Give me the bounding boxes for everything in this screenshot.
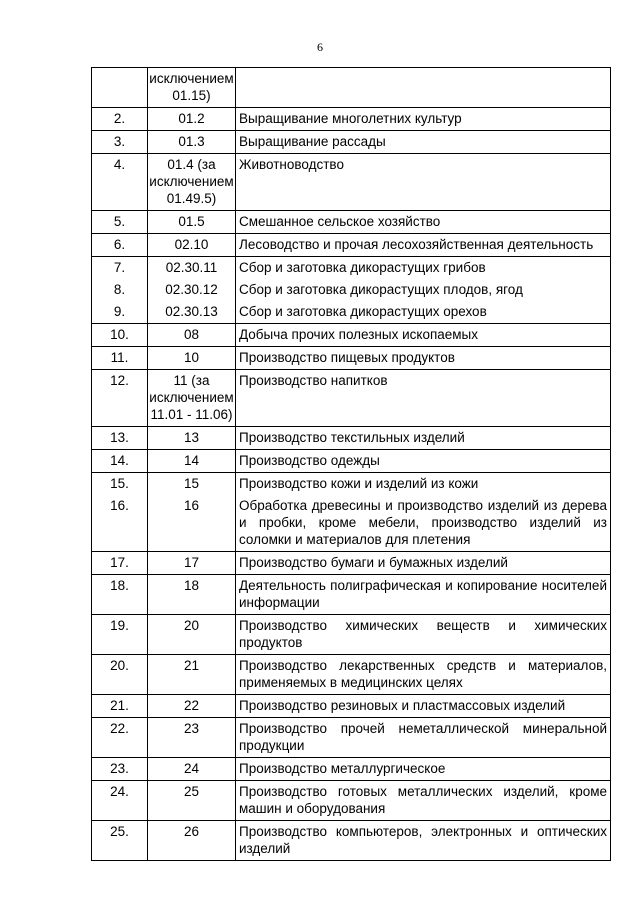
okved-code: 16: [148, 495, 236, 552]
table-row: [92, 347, 611, 370]
row-number: 6.: [92, 234, 148, 257]
activity-name: Производство лекарственных средств и материалов, применяемых в медицинских целях: [236, 655, 611, 695]
okved-code: 02.30.12: [148, 279, 236, 301]
activity-name: Производство пищевых продуктов: [236, 347, 611, 370]
okved-code: 20: [148, 615, 236, 655]
okved-code: исключением 01.15): [148, 68, 236, 108]
okved-code: 25: [148, 781, 236, 821]
table-row: [92, 108, 611, 131]
row-number: 10.: [92, 324, 148, 347]
okved-table-body: [92, 68, 611, 861]
activity-name: Выращивание рассады: [236, 131, 611, 154]
table-row: [92, 450, 611, 473]
okved-code: 01.4 (за исключением 01.49.5): [148, 154, 236, 211]
okved-code: 14: [148, 450, 236, 473]
activity-name: Производство одежды: [236, 450, 611, 473]
activity-name: Производство кожи и изделий из кожи: [236, 473, 611, 496]
table-row: [92, 301, 611, 324]
okved-code: 01.2: [148, 108, 236, 131]
okved-code: 15: [148, 473, 236, 496]
table-row: [92, 495, 611, 552]
okved-code: 08: [148, 324, 236, 347]
activity-name: Обработка древесины и производство изделий из дерева и пробки, кроме мебели, производство изделий из соломки и материалов для плетения: [236, 495, 611, 552]
okved-code: 10: [148, 347, 236, 370]
row-number: [92, 68, 148, 108]
table-row: [92, 257, 611, 280]
okved-code: 21: [148, 655, 236, 695]
activity-name: Производство прочей неметаллической минеральной продукции: [236, 718, 611, 758]
row-number: 13.: [92, 427, 148, 450]
activity-name: [236, 68, 611, 108]
activity-name: Производство бумаги и бумажных изделий: [236, 552, 611, 575]
row-number: 18.: [92, 575, 148, 615]
okved-code: 02.30.11: [148, 257, 236, 280]
activity-name: Сбор и заготовка дикорастущих орехов: [236, 301, 611, 324]
table-row: [92, 615, 611, 655]
activity-name: Производство готовых металлических изделий, кроме машин и оборудования: [236, 781, 611, 821]
table-row: [92, 552, 611, 575]
row-number: 16.: [92, 495, 148, 552]
table-row: [92, 695, 611, 718]
activity-name: Выращивание многолетних культур: [236, 108, 611, 131]
okved-code: 26: [148, 821, 236, 861]
table-row: [92, 473, 611, 496]
table-row: [92, 154, 611, 211]
activity-name: Производство компьютеров, электронных и оптических изделий: [236, 821, 611, 861]
row-number: 20.: [92, 655, 148, 695]
okved-code: 13: [148, 427, 236, 450]
table-row: [92, 234, 611, 257]
okved-code: 11 (за исключением 11.01 - 11.06): [148, 370, 236, 427]
row-number: 19.: [92, 615, 148, 655]
row-number: 25.: [92, 821, 148, 861]
table-row: [92, 718, 611, 758]
table-row: [92, 370, 611, 427]
okved-code: 02.10: [148, 234, 236, 257]
activity-name: Добыча прочих полезных ископаемых: [236, 324, 611, 347]
row-number: 21.: [92, 695, 148, 718]
activity-name: Сбор и заготовка дикорастущих плодов, ягод: [236, 279, 611, 301]
activity-name: Смешанное сельское хозяйство: [236, 211, 611, 234]
activity-name: Деятельность полиграфическая и копирование носителей информации: [236, 575, 611, 615]
table-row: [92, 68, 611, 108]
okved-table: [91, 67, 611, 861]
row-number: 5.: [92, 211, 148, 234]
row-number: 15.: [92, 473, 148, 496]
row-number: 9.: [92, 301, 148, 324]
okved-code: 18: [148, 575, 236, 615]
okved-code: 22: [148, 695, 236, 718]
row-number: 3.: [92, 131, 148, 154]
okved-code: 17: [148, 552, 236, 575]
row-number: 24.: [92, 781, 148, 821]
row-number: 22.: [92, 718, 148, 758]
table-row: [92, 781, 611, 821]
okved-code: 01.5: [148, 211, 236, 234]
table-row: [92, 211, 611, 234]
row-number: 14.: [92, 450, 148, 473]
table-row: [92, 427, 611, 450]
row-number: 4.: [92, 154, 148, 211]
table-row: [92, 575, 611, 615]
table-row: [92, 324, 611, 347]
row-number: 17.: [92, 552, 148, 575]
okved-code: 01.3: [148, 131, 236, 154]
activity-name: Производство напитков: [236, 370, 611, 427]
okved-code: 02.30.13: [148, 301, 236, 324]
row-number: 2.: [92, 108, 148, 131]
table-row: [92, 131, 611, 154]
activity-name: Животноводство: [236, 154, 611, 211]
table-row: [92, 655, 611, 695]
row-number: 11.: [92, 347, 148, 370]
page-number: 6: [317, 40, 323, 54]
table-row: [92, 279, 611, 301]
row-number: 7.: [92, 257, 148, 280]
table-row: [92, 821, 611, 861]
activity-name: Производство химических веществ и химических продуктов: [236, 615, 611, 655]
row-number: 12.: [92, 370, 148, 427]
activity-name: Лесоводство и прочая лесохозяйственная деятельность: [236, 234, 611, 257]
row-number: 23.: [92, 758, 148, 781]
activity-name: Производство текстильных изделий: [236, 427, 611, 450]
activity-name: Производство резиновых и пластмассовых изделий: [236, 695, 611, 718]
okved-code: 23: [148, 718, 236, 758]
table-row: [92, 758, 611, 781]
activity-name: Сбор и заготовка дикорастущих грибов: [236, 257, 611, 280]
okved-code: 24: [148, 758, 236, 781]
activity-name: Производство металлургическое: [236, 758, 611, 781]
row-number: 8.: [92, 279, 148, 301]
